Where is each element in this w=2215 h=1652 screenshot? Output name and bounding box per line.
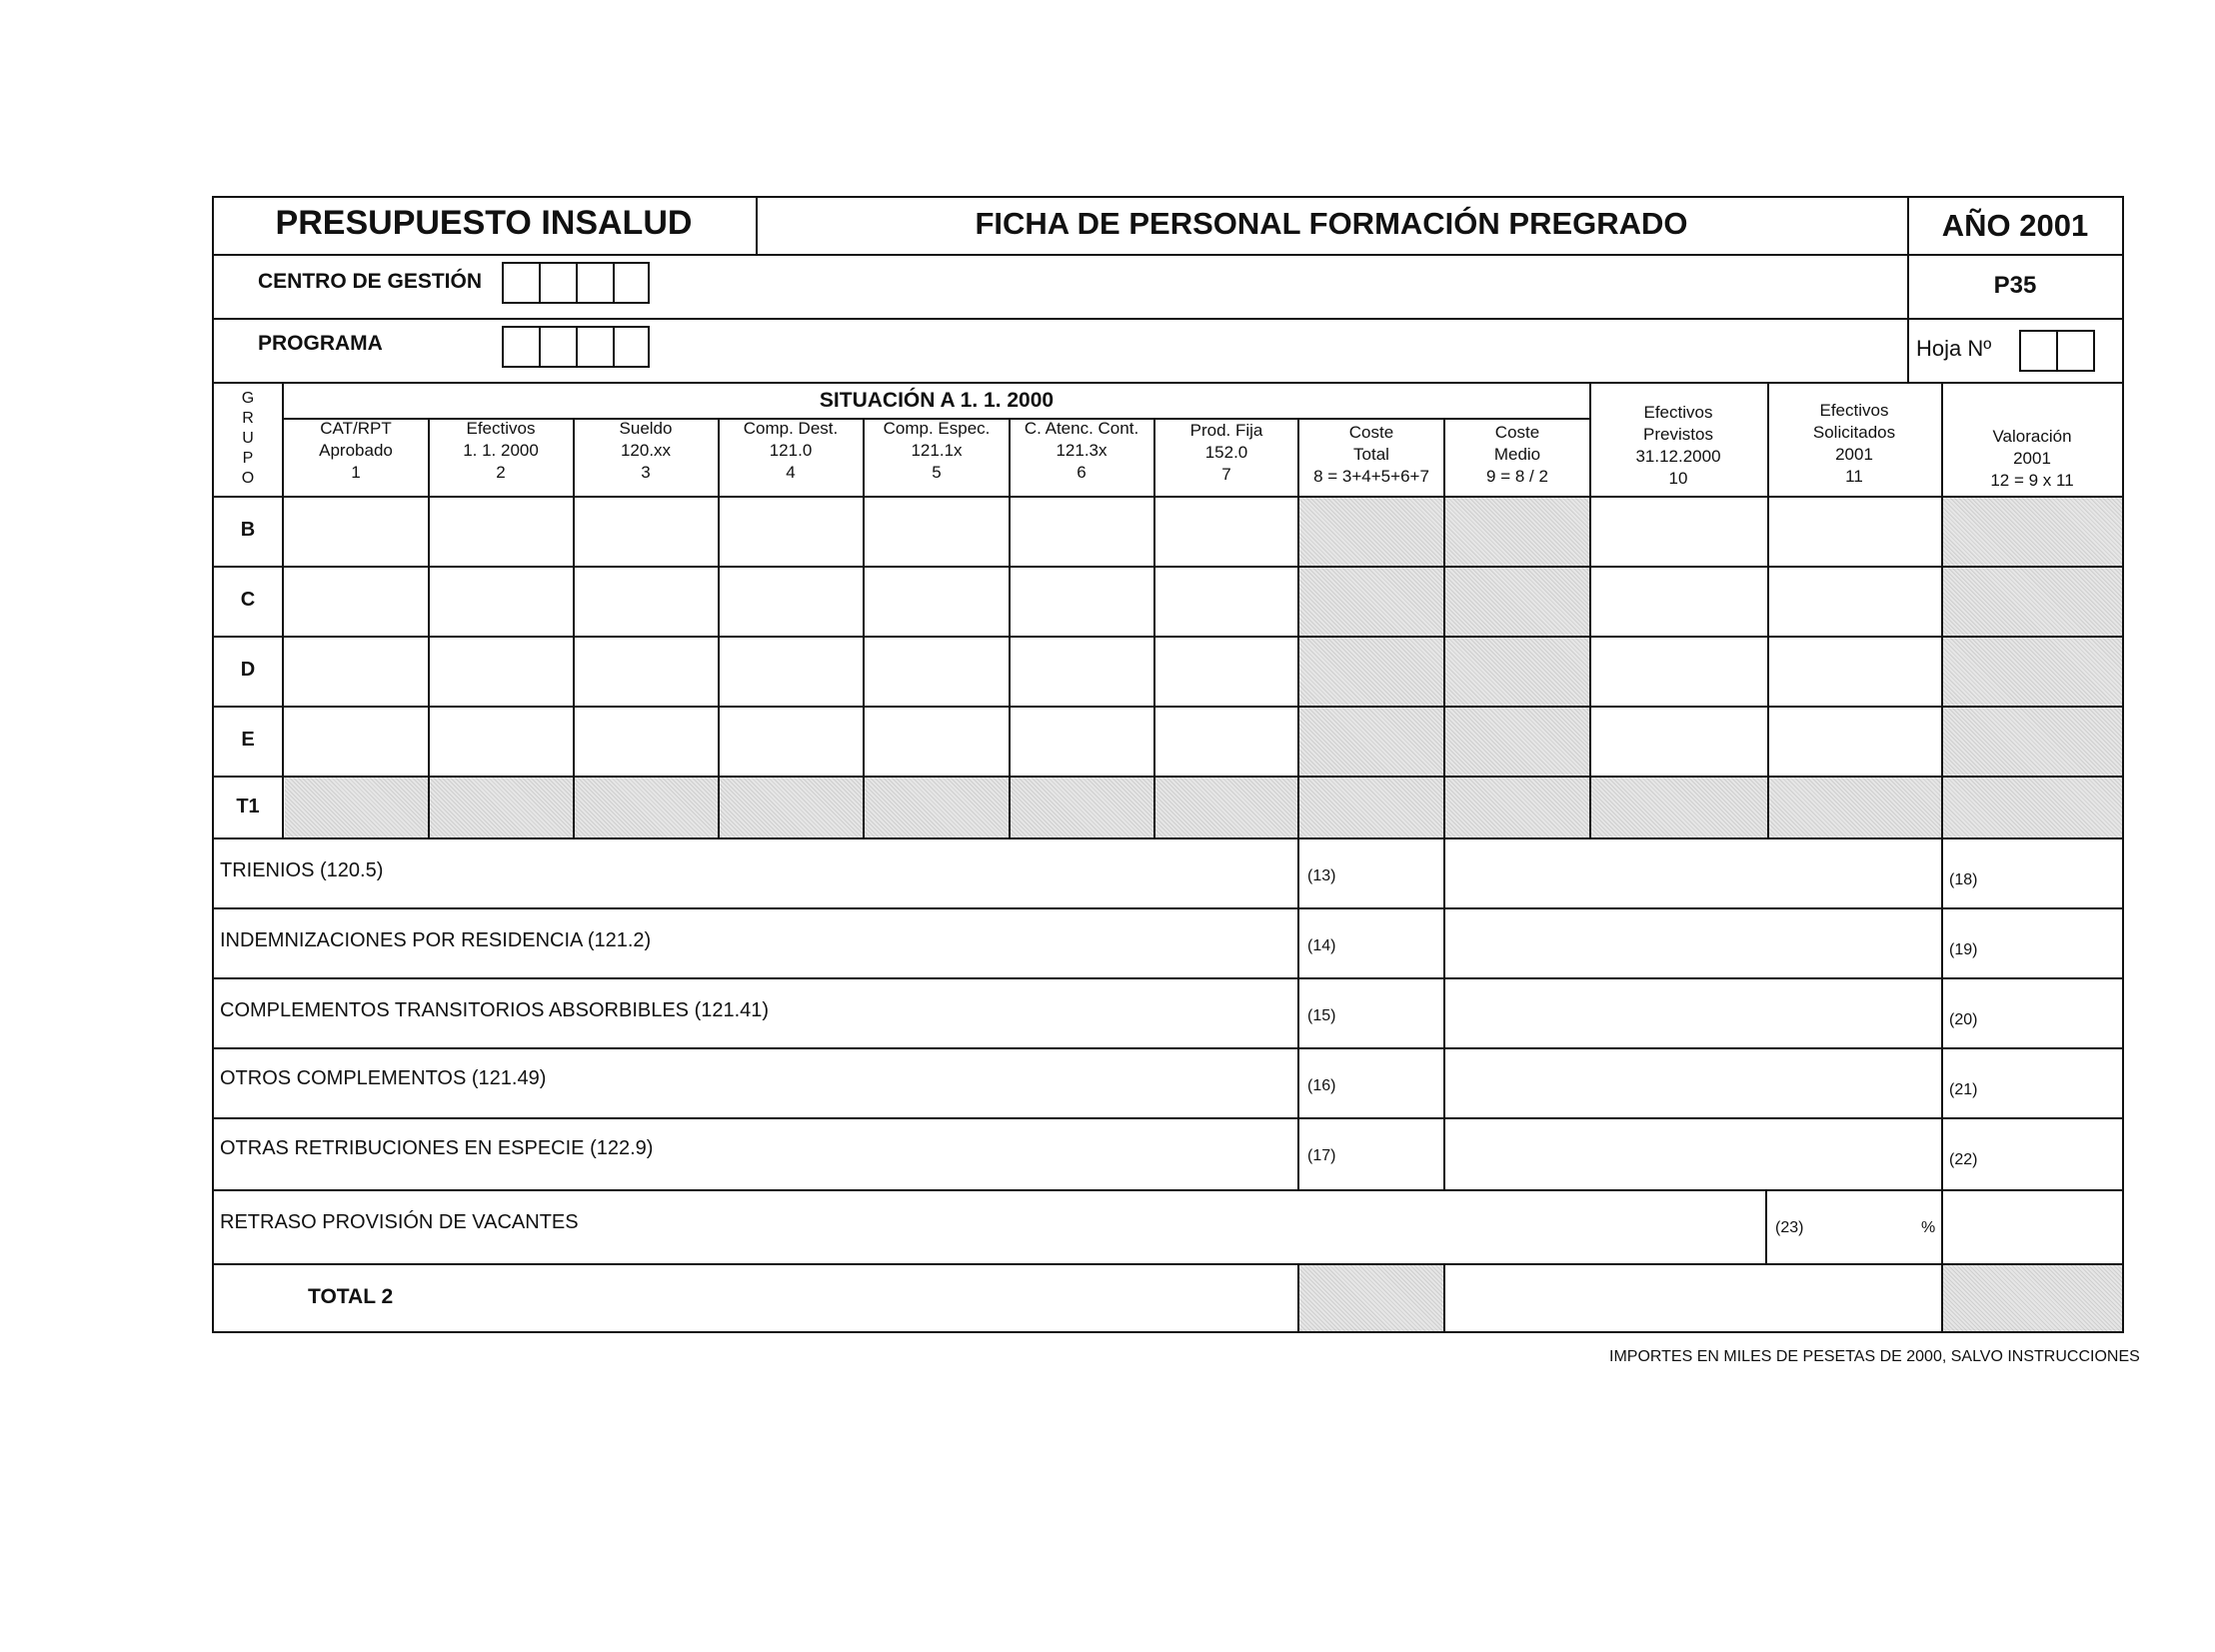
col-header-9: Coste Medio 9 = 8 / 2 [1486, 423, 1548, 486]
group-label-d: D [240, 659, 256, 681]
extra-code-18: (18) [1949, 871, 1978, 888]
col-header-8: Coste Total 8 = 3+4+5+6+7 [1313, 423, 1429, 486]
centro-label: CENTRO DE GESTIÓN [258, 270, 483, 293]
centro-code-input[interactable] [502, 262, 650, 304]
grupo-letter-3: U [242, 430, 254, 447]
extra-code-13: (13) [1307, 867, 1336, 884]
footnote: IMPORTES EN MILES DE PESETAS DE 2000, SALVO INSTRUCCIONES [1609, 1348, 2140, 1365]
programa-code-input[interactable] [502, 326, 650, 368]
extra-label-trienios: TRIENIOS (120.5) [220, 859, 384, 881]
shade-t1-row [285, 778, 2122, 837]
extra-code-19: (19) [1949, 941, 1978, 958]
extra-label-otros-complementos: OTROS COMPLEMENTOS (121.49) [220, 1067, 547, 1089]
col-header-3: Sueldo 120.xx 3 [619, 419, 673, 482]
group-label-c: C [240, 589, 256, 611]
col-header-5: Comp. Espec. 121.1x 5 [883, 419, 991, 482]
extra-label-indemnizaciones: INDEMNIZACIONES POR RESIDENCIA (121.2) [220, 929, 652, 951]
extra-code-14: (14) [1307, 937, 1336, 954]
hoja-number-input[interactable] [2019, 330, 2095, 372]
extra-label-otras-retribuciones: OTRAS RETRIBUCIONES EN ESPECIE (122.9) [220, 1137, 654, 1159]
shade-total-valoracion [1943, 1265, 2122, 1333]
col-header-1: CAT/RPT Aprobado 1 [319, 419, 393, 482]
extra-code-17: (17) [1307, 1147, 1336, 1164]
hoja-label: Hoja Nº [1916, 336, 1992, 361]
extra-code-20: (20) [1949, 1011, 1978, 1028]
form-title: PRESUPUESTO INSALUD [275, 204, 693, 242]
group-label-e: E [241, 729, 255, 751]
grupo-letter-1: G [241, 390, 255, 407]
extra-code-21: (21) [1949, 1081, 1978, 1098]
shade-total-coste [1299, 1265, 1443, 1333]
retraso-percent-unit: % [1921, 1219, 1936, 1236]
retraso-label: RETRASO PROVISIÓN DE VACANTES [220, 1211, 579, 1233]
sheet-title: FICHA DE PERSONAL FORMACIÓN PREGRADO [975, 206, 1688, 241]
extra-code-16: (16) [1307, 1077, 1336, 1094]
extra-code-15: (15) [1307, 1007, 1336, 1024]
total-2-label: TOTAL 2 [308, 1285, 394, 1308]
budget-form [212, 196, 2124, 1333]
form-code: P35 [1993, 272, 2037, 299]
col-header-7: Prod. Fija 152.0 7 [1189, 421, 1263, 484]
col-header-10: Efectivos Previstos 31.12.2000 10 [1635, 403, 1721, 488]
col-header-6: C. Atenc. Cont. 121.3x 6 [1024, 419, 1139, 482]
col-header-12: Valoración 2001 12 = 9 x 11 [1990, 427, 2074, 490]
extra-code-22: (22) [1949, 1151, 1978, 1168]
situacion-title: SITUACIÓN A 1. 1. 2000 [819, 389, 1055, 412]
grupo-letter-4: P [242, 450, 254, 467]
programa-label: PROGRAMA [258, 332, 383, 355]
grupo-letter-5: O [241, 470, 255, 487]
col-header-11: Efectivos Solicitados 2001 11 [1812, 401, 1896, 486]
grupo-letter-2: R [242, 410, 254, 427]
group-label-b: B [240, 519, 256, 541]
col-header-4: Comp. Dest. 121.0 4 [743, 419, 839, 482]
retraso-code: (23) [1775, 1219, 1804, 1236]
group-label-t1: T1 [236, 796, 260, 818]
year-label: AÑO 2001 [1941, 208, 2089, 243]
col-header-2: Efectivos 1. 1. 2000 2 [463, 419, 539, 482]
extra-label-complementos-transitorios: COMPLEMENTOS TRANSITORIOS ABSORBIBLES (121.41) [220, 999, 770, 1021]
